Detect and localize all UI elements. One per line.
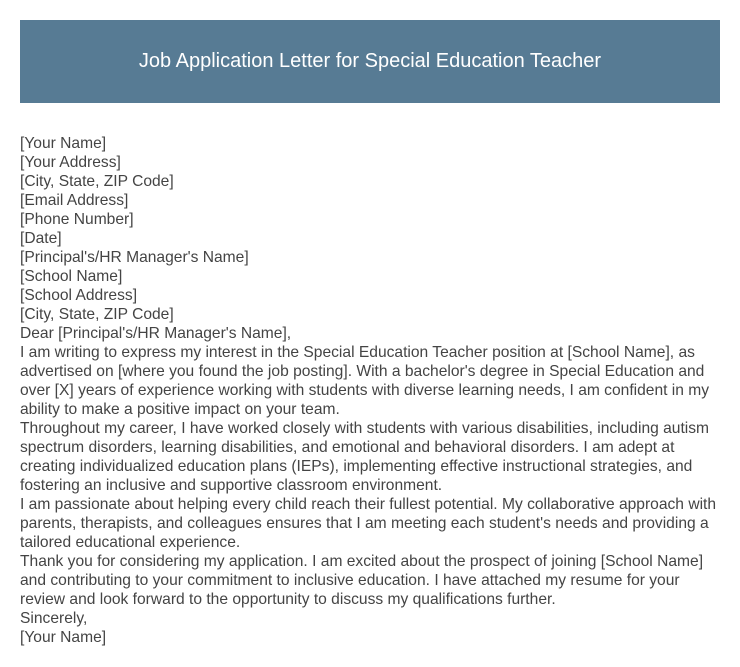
paragraph-passion: I am passionate about helping every child reach their fullest potential. My collaborative approach with parents, therapists, and colleagues ensures that I am meeting each student's needs and providing a tailored educational experience.: [20, 496, 717, 551]
letter-body: [20, 134, 720, 647]
letter-date: [Date]: [20, 230, 62, 247]
recipient-city-state-zip: [City, State, ZIP Code]: [20, 306, 174, 323]
paragraph-closing: Thank you for considering my application. I am excited about the prospect of joining [School Name] and contributing to your commitment to inclusive education. I have attached my resume for your review and look forward to the opportunity to discuss my qualifications further.: [20, 553, 704, 608]
sender-phone: [Phone Number]: [20, 211, 134, 228]
signature: [Your Name]: [20, 629, 107, 646]
recipient-name: [Principal's/HR Manager's Name]: [20, 249, 249, 266]
sender-city-state-zip: [City, State, ZIP Code]: [20, 173, 174, 190]
paragraph-experience: Throughout my career, I have worked closely with students with various disabilities, including autism spectrum disorders, learning disabilities, and emotional and behavioral disorders. I am adept at creating individualized education plans (IEPs), implementing effective instructional strategies, and fostering an inclusive and supportive classroom environment.: [20, 420, 710, 494]
recipient-school-address: [School Address]: [20, 287, 138, 304]
sender-email: [Email Address]: [20, 192, 129, 209]
page-title: Job Application Letter for Special Education Teacher: [138, 50, 602, 72]
page-header: [20, 20, 720, 103]
sender-address: [Your Address]: [20, 154, 121, 171]
sender-name: [Your Name]: [20, 135, 107, 152]
closing: Sincerely,: [20, 610, 88, 627]
paragraph-intro: I am writing to express my interest in the Special Education Teacher position at [School Name], as advertised on [where you found the job posting]. With a bachelor's degree in Special Education and over [X] years of experience working with students with diverse learning needs, I am confident in my ability to make a positive impact on your team.: [20, 344, 710, 418]
salutation: Dear [Principal's/HR Manager's Name],: [20, 325, 292, 342]
recipient-school-name: [School Name]: [20, 268, 123, 285]
